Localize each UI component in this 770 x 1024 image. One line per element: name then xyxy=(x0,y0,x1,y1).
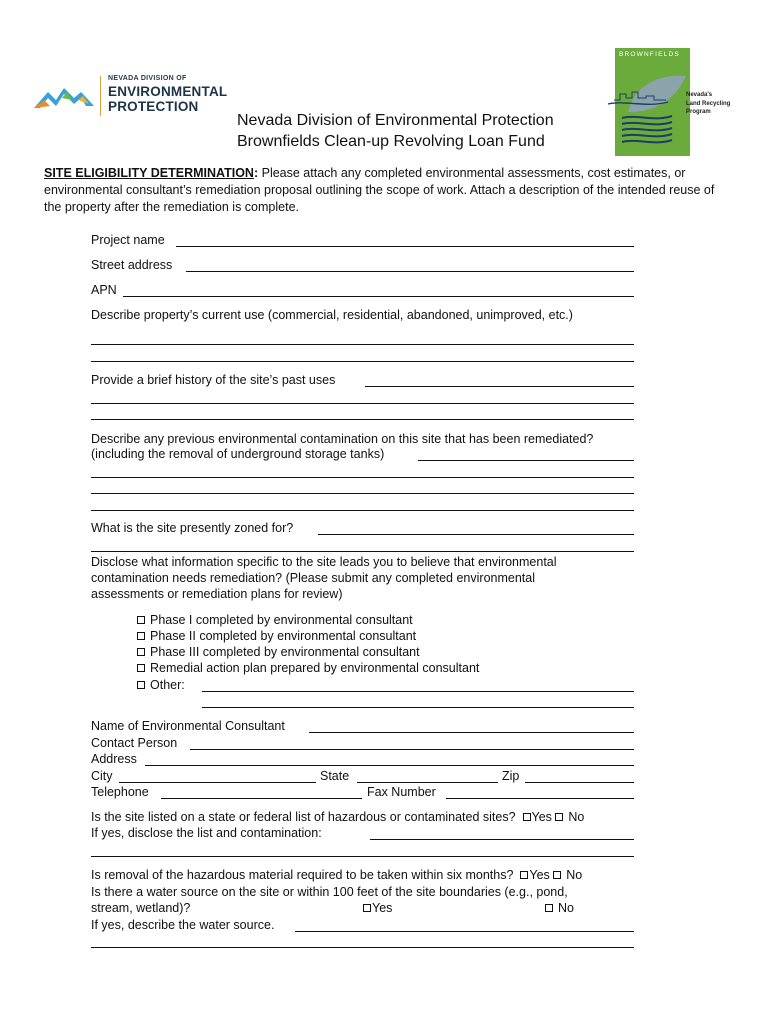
water-yes-option xyxy=(363,900,392,916)
water-describe-field-line-1[interactable] xyxy=(295,931,634,932)
logo-divider xyxy=(100,76,101,116)
listed-yes-label: Yes xyxy=(531,810,552,824)
contamination-field-line-1[interactable] xyxy=(418,460,634,461)
listed-yes-checkbox[interactable] xyxy=(523,813,531,821)
water-yes-checkbox[interactable] xyxy=(363,904,371,912)
brownfields-logo-title: BROWNFIELDS xyxy=(619,51,680,58)
zoned-label: What is the site presently zoned for? xyxy=(91,521,294,535)
checkbox[interactable] xyxy=(137,632,145,640)
caption-line: Nevada's xyxy=(686,92,713,98)
zip-field[interactable] xyxy=(525,782,634,783)
state-label: State xyxy=(320,769,350,783)
brownfields-logo xyxy=(606,48,736,158)
disclose-label-2: contamination needs remediation? (Please submit any completed environmental xyxy=(91,571,536,585)
checkbox[interactable] xyxy=(137,648,145,656)
contamination-label-2: (including the removal of underground storage tanks) xyxy=(91,447,385,461)
other-field-line-1[interactable] xyxy=(202,691,634,692)
brownfields-logo-caption xyxy=(686,91,730,117)
intro-text: Please attach any completed environmental assessments, cost estimates, or environmental consultant’s remediation proposal outlining the scope of work. Attach a description of the intended reuse of the property after the remediation is complete. xyxy=(44,166,715,214)
current-use-field-line-1[interactable] xyxy=(91,344,634,345)
logo-line-1: ENVIRONMENTAL xyxy=(108,84,228,99)
address-label: Address xyxy=(91,752,137,766)
listed-no-checkbox[interactable] xyxy=(555,813,563,821)
fax-label: Fax Number xyxy=(367,785,436,799)
contamination-label-1: Describe any previous environmental contamination on this site that has been remediated? xyxy=(91,432,594,446)
water-question-1: Is there a water source on the site or within 100 feet of the site boundaries (e.g., pond, xyxy=(91,885,568,899)
checklist-label: Other: xyxy=(150,678,185,692)
water-question-2: stream, wetland)? xyxy=(91,901,191,915)
zoned-field-line-1[interactable] xyxy=(318,534,634,535)
section-heading: SITE ELIGIBILITY DETERMINATION xyxy=(44,166,254,180)
consultant-name-label: Name of Environmental Consultant xyxy=(91,719,285,733)
checklist-label: Phase I completed by environmental consultant xyxy=(150,613,413,627)
water-no-checkbox[interactable] xyxy=(545,904,553,912)
street-address-label: Street address xyxy=(91,258,173,272)
removal-yes-checkbox[interactable] xyxy=(520,871,528,879)
title-line-1: Nevada Division of Environmental Protection xyxy=(237,112,554,129)
logo-line-2: PROTECTION xyxy=(108,99,199,114)
removal-no-checkbox[interactable] xyxy=(553,871,561,879)
history-field-line-3[interactable] xyxy=(91,419,634,420)
mountains-logo-icon xyxy=(34,84,94,110)
city-field[interactable] xyxy=(119,782,316,783)
caption-line: Land Recycling xyxy=(686,100,731,107)
project-name-label: Project name xyxy=(91,233,165,247)
ndep-logo xyxy=(34,74,234,120)
street-address-field[interactable] xyxy=(186,271,634,272)
disclose-label-1: Disclose what information specific to the site leads you to believe that environmental xyxy=(91,555,557,569)
removal-question xyxy=(91,867,582,883)
consultant-name-field[interactable] xyxy=(309,732,634,733)
document-title xyxy=(237,110,554,152)
checklist-item-other xyxy=(137,677,185,693)
removal-yes-label: Yes xyxy=(529,868,550,882)
checklist-item-phase-1 xyxy=(137,612,413,628)
checklist-label: Phase II completed by environmental consultant xyxy=(150,629,417,643)
telephone-field[interactable] xyxy=(161,798,362,799)
contamination-field-line-4[interactable] xyxy=(91,510,634,511)
history-label: Provide a brief history of the site’s past uses xyxy=(91,373,336,387)
history-field-line-2[interactable] xyxy=(91,403,634,404)
contact-person-field[interactable] xyxy=(190,749,634,750)
checklist-item-phase-2 xyxy=(137,628,416,644)
apn-label: APN xyxy=(91,283,117,297)
checklist-item-phase-3 xyxy=(137,644,420,660)
contamination-field-line-3[interactable] xyxy=(91,493,634,494)
water-describe-field-line-2[interactable] xyxy=(91,947,634,948)
checkbox[interactable] xyxy=(137,616,145,624)
water-no-label: No xyxy=(558,901,574,915)
listed-no-label: No xyxy=(568,810,585,824)
zoned-field-line-2[interactable] xyxy=(91,551,634,552)
caption-line: Program xyxy=(686,109,711,115)
intro-paragraph xyxy=(44,165,724,216)
contact-person-label: Contact Person xyxy=(91,736,178,750)
address-field[interactable] xyxy=(145,765,634,766)
title-line-2: Brownfields Clean-up Revolving Loan Fund xyxy=(237,133,545,150)
listed-question xyxy=(91,809,584,825)
state-field[interactable] xyxy=(357,782,498,783)
removal-no-label: No xyxy=(566,868,583,882)
disclose-label-3: assessments or remediation plans for review) xyxy=(91,587,343,601)
listed-question-text: Is the site listed on a state or federal list of hazardous or contaminated sites? xyxy=(91,810,516,824)
checklist-item-remedial-plan xyxy=(137,660,479,676)
listed-disclose-field-line-1[interactable] xyxy=(370,839,634,840)
telephone-label: Telephone xyxy=(91,785,149,799)
zip-label: Zip xyxy=(502,769,520,783)
current-use-field-line-2[interactable] xyxy=(91,361,634,362)
other-field-line-2[interactable] xyxy=(202,707,634,708)
checklist-label: Remedial action plan prepared by environmental consultant xyxy=(150,661,480,675)
history-field-line-1[interactable] xyxy=(365,386,634,387)
checklist-label: Phase III completed by environmental consultant xyxy=(150,645,420,659)
heading-colon: : xyxy=(253,166,259,180)
project-name-field[interactable] xyxy=(176,246,634,247)
current-use-label: Describe property’s current use (commercial, residential, abandoned, unimproved, etc.) xyxy=(91,308,573,322)
water-describe-label: If yes, describe the water source. xyxy=(91,918,275,932)
logo-small-text: NEVADA DIVISION OF xyxy=(108,75,187,82)
contamination-field-line-2[interactable] xyxy=(91,477,634,478)
fax-field[interactable] xyxy=(446,798,634,799)
city-label: City xyxy=(91,769,113,783)
removal-question-text: Is removal of the hazardous material required to be taken within six months? xyxy=(91,868,514,882)
checkbox[interactable] xyxy=(137,664,145,672)
listed-disclose-field-line-2[interactable] xyxy=(91,856,634,857)
leaf-waves-icon xyxy=(606,68,690,154)
water-yes-label: Yes xyxy=(372,901,393,915)
listed-disclose-label: If yes, disclose the list and contamination: xyxy=(91,826,322,840)
checkbox[interactable] xyxy=(137,681,145,689)
apn-field[interactable] xyxy=(123,296,634,297)
water-no-option xyxy=(545,900,574,916)
